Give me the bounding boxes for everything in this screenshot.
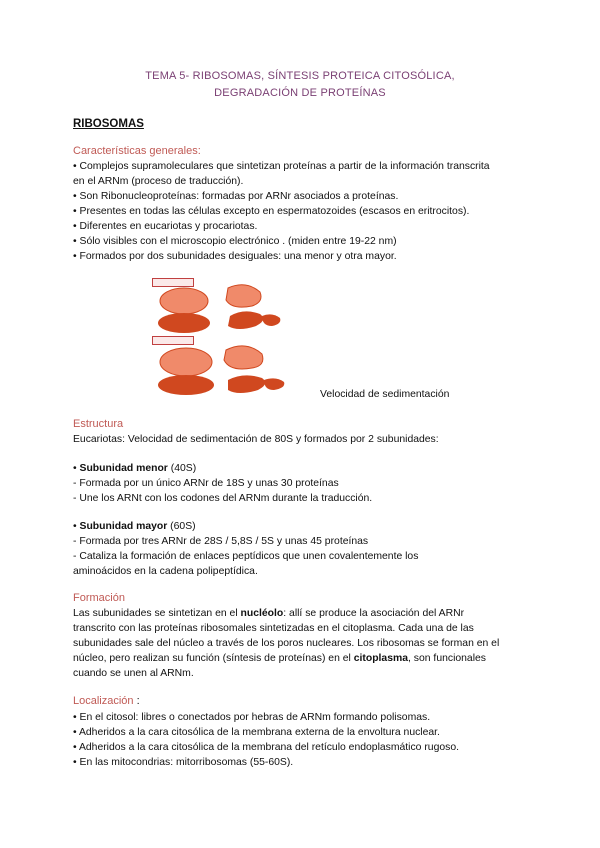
figure-label-box [152,336,194,345]
ribosome-figure-bottom [150,336,310,398]
caracteristicas-line: • Complejos supramoleculares que sintetizan proteínas a partir de la información transcrita [73,161,490,172]
ribosome-illustration-top [150,278,310,338]
subunidad-mayor-heading: • Subunidad mayor (60S) [73,521,196,532]
caracteristicas-line: en el ARNm (proceso de traducción). [73,176,244,187]
formacion-title: Formación [73,592,125,604]
subunidad-mayor-line: - Formada por tres ARNr de 28S / 5,8S / 5S y unas 45 proteínas [73,536,369,547]
localizacion-line: • Adheridos a la cara citosólica de la membrana externa de la envoltura nuclear. [73,727,440,738]
formacion-line: transcrito con las proteínas ribosomales sintetizadas en el citoplasma. Cada una de las [73,623,474,634]
localizacion-line: • En el citosol: libres o conectados por hebras de ARNm formando polisomas. [73,712,431,723]
localizacion-title: Localización : [73,695,140,707]
formacion-line: subunidades sale del núcleo a través de los poros nucleares. Los ribosomas se forman en el [73,638,500,649]
figure-caption: Velocidad de sedimentación [320,389,450,400]
formacion-line: cuando se unen al ARNm. [73,668,194,679]
ribosome-figure-top [150,278,310,338]
localizacion-line: • En las mitocondrias: mitorribosomas (55-60S). [73,757,294,768]
subunidad-mayor-line: aminoácidos en la cadena polipeptídica. [73,566,258,577]
ribosomas-heading: RIBOSOMAS [73,118,144,130]
subunidad-mayor-line: - Cataliza la formación de enlaces peptídicos que unen covalentemente los [73,551,419,562]
caracteristicas-line: • Son Ribonucleoproteínas: formadas por ARNr asociados a proteínas. [73,191,399,202]
caracteristicas-line: • Sólo visibles con el microscopio electrónico . (miden entre 19-22 nm) [73,236,397,247]
document-title-line-2: DEGRADACIÓN DE PROTEÍNAS [214,87,386,99]
figure-label-box [152,278,194,287]
formacion-line: núcleo, pero realizan su función (síntesis de proteínas) en el citoplasma, son funcionales [73,653,486,664]
subunidad-menor-line: - Formada por un único ARNr de 18S y unas 30 proteínas [73,478,339,489]
caracteristicas-line: • Formados por dos subunidades desiguales: una menor y otra mayor. [73,251,397,262]
estructura-title: Estructura [73,418,124,430]
caracteristicas-line: • Diferentes en eucariotas y procariotas. [73,221,258,232]
estructura-intro: Eucariotas: Velocidad de sedimentación de 80S y formados por 2 subunidades: [73,434,439,445]
caracteristicas-line: • Presentes en todas las células excepto en espermatozoides (escasos en eritrocitos). [73,206,470,217]
subunidad-menor-heading: • Subunidad menor (40S) [73,463,197,474]
formacion-line: Las subunidades se sintetizan en el nucléolo: allí se produce la asociación del ARNr [73,608,465,619]
caracteristicas-title: Características generales: [73,145,201,157]
localizacion-line: • Adheridos a la cara citosólica de la membrana del retículo endoplasmático rugoso. [73,742,459,753]
subunidad-menor-line: - Une los ARNt con los codones del ARNm durante la traducción. [73,493,373,504]
ribosome-illustration-bottom [150,336,310,398]
document-title-line-1: TEMA 5- RIBOSOMAS, SÍNTESIS PROTEICA CITOSÓLICA, [145,70,455,82]
